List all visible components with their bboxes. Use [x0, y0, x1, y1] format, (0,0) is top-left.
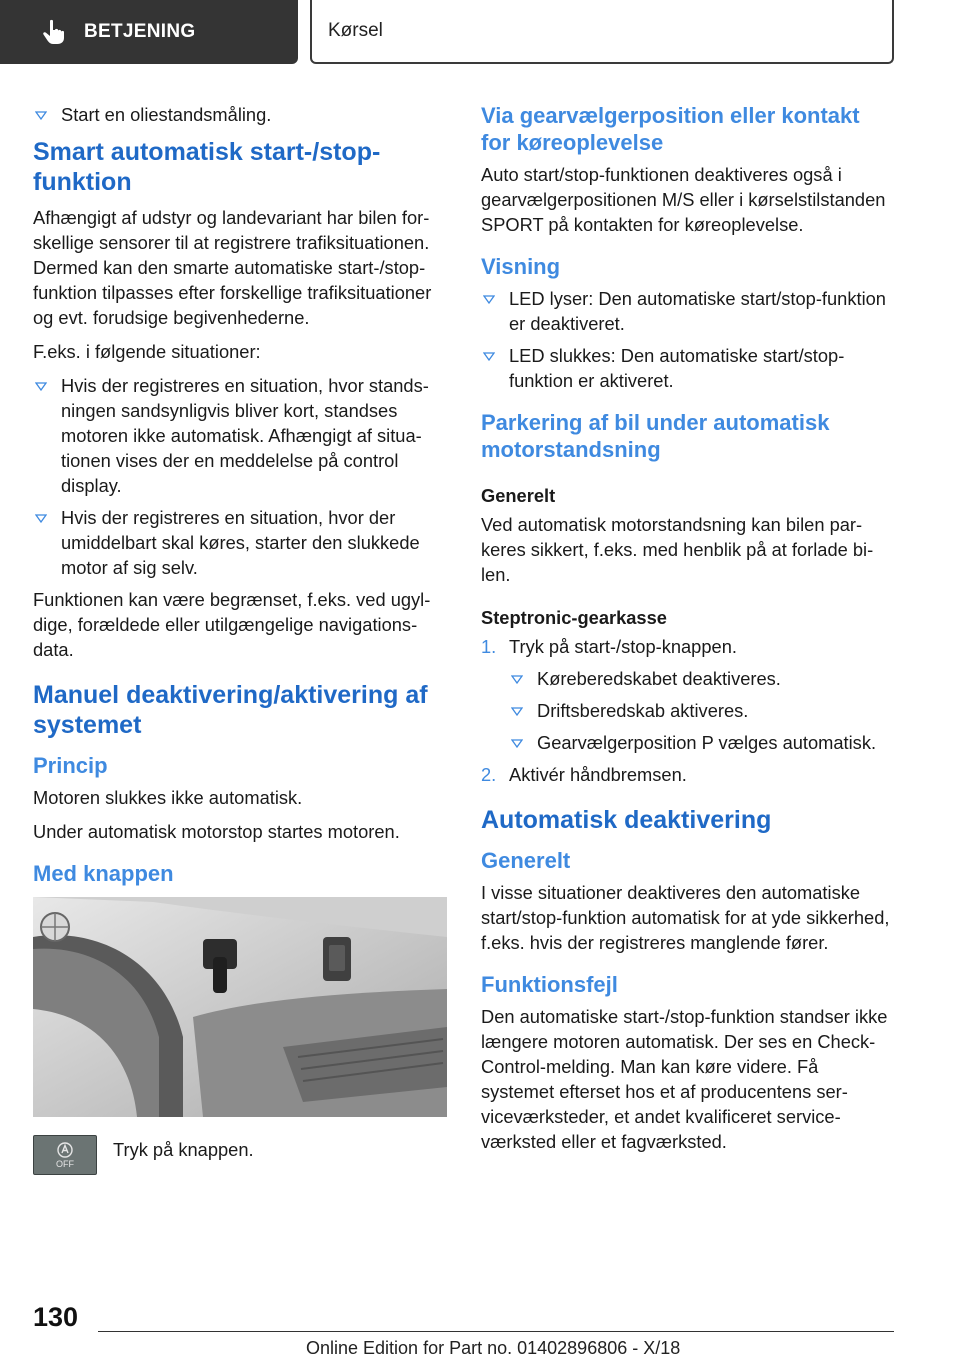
- off-label: OFF: [56, 1159, 74, 1169]
- footer-edition: Online Edition for Part no. 01402896806 - X/18: [306, 1338, 681, 1358]
- paragraph: Afhængigt af udstyr og landevariant har bilen forskellige sensorer til at registrere trafiksituationen. Dermed kan den smarte automatiske start-/stop-funktion tilpasses efter forskellige trafiksituationer og evt. forudsige begivenhederne.: [33, 207, 432, 328]
- triangle-bullet-icon: [483, 295, 495, 304]
- heading-parkering: Parkering af bil under automatisk motorstandsning: [481, 410, 830, 462]
- bullet-item: Hvis der registreres en situation, hvor standsningen sandsynligvis bliver kort, standses motoren ikke automatisk. Afhængigt af situationen vises der en meddelelse på control display.: [33, 373, 447, 498]
- paragraph: Funktionen kan være begrænset, f.eks. ved ugyldige, forældede eller utilgængelige navigationsdata.: [33, 589, 431, 660]
- heading-automatisk-deaktivering: Automatisk deaktivering: [481, 806, 772, 834]
- heading-smart-start-stop: Smart automatisk start-/stop-funktion: [33, 138, 381, 196]
- sub-bullet-item: Gearvælgerposition P vælges automatisk.: [509, 730, 895, 755]
- heading-med-knappen: Med knappen: [33, 861, 174, 886]
- hand-pointer-icon: [42, 19, 66, 45]
- paragraph: Auto start/stop-funktionen deaktiveres også i gearvælgerpositionen M/S eller i kørselstilstanden SPORT på kontakten for køreoplevelse.: [481, 164, 886, 235]
- triangle-bullet-icon: [35, 382, 47, 391]
- left-column: [33, 102, 447, 1175]
- triangle-bullet-icon: [483, 352, 495, 361]
- triangle-bullet-icon: [511, 707, 523, 716]
- numbered-item: 2. Aktivér håndbremsen.: [481, 764, 687, 785]
- numbered-item: 1. Tryk på start-/stop-knappen.: [481, 636, 737, 657]
- heading-visning: Visning: [481, 254, 561, 279]
- auto-start-stop-icon: [56, 1141, 74, 1159]
- bullet-item: LED lyser: Den automatiske start/stop-funktion er deaktiveret.: [481, 286, 895, 336]
- header-section: [310, 0, 894, 64]
- paragraph: Under automatisk motorstop startes motoren.: [33, 821, 400, 842]
- bullet-item: Start en oliestandsmåling.: [33, 102, 447, 127]
- auto-start-stop-off-button-icon: [33, 1135, 97, 1175]
- triangle-bullet-icon: [511, 739, 523, 748]
- button-instruction: [33, 1135, 447, 1175]
- paragraph: F.eks. i følgende situationer:: [33, 341, 261, 362]
- heading-princip: Princip: [33, 753, 108, 778]
- dashboard-photo: [33, 897, 447, 1117]
- header-tab-label: BETJENING: [84, 21, 196, 42]
- paragraph: I visse situationer deaktiveres den automatiske start/stop-funktion automatisk for at yde sikkerhed, f.eks. hvis der registreres manglende fører.: [481, 882, 890, 953]
- paragraph: Motoren slukkes ikke automatisk.: [33, 787, 303, 808]
- subheading-generelt: Generelt: [481, 485, 556, 506]
- heading-manual-deactivation: Manuel deaktivering/aktivering af systemet: [33, 681, 428, 739]
- heading-gear-selector: Via gearvælgerposition eller kontakt for køreoplevelse: [481, 103, 860, 155]
- bullet-item: Hvis der registreres en situation, hvor der umiddelbart skal køres, starter den slukkede motor af sig selv.: [33, 505, 447, 580]
- bullet-item: LED slukkes: Den automatiske start/stop-funktion er aktiveret.: [481, 343, 895, 393]
- section-label: Kørsel: [328, 20, 383, 41]
- triangle-bullet-icon: [35, 111, 47, 120]
- footer-divider: [98, 1331, 894, 1332]
- heading-funktionsfejl: Funktionsfejl: [481, 972, 618, 997]
- page-number: 130: [33, 1302, 79, 1332]
- triangle-bullet-icon: [511, 675, 523, 684]
- paragraph: Den automatiske start-/stop-funktion standser ikke længere motoren automatisk. Der ses en Check-Control-melding. Man kan køre videre. Få systemet efterset hos et af producentens serviceværksteder, et andet kvalificeret serviceværksted eller et fagværksted.: [481, 1006, 888, 1152]
- paragraph: Ved automatisk motorstandsning kan bilen parkeres sikkert, f.eks. med henblik på at forlade bilen.: [481, 514, 874, 585]
- heading-generelt: Generelt: [481, 848, 571, 873]
- sub-bullet-item: Køreberedskabet deaktiveres.: [509, 666, 895, 691]
- right-column: [481, 102, 895, 1163]
- sub-bullet-item: Driftsberedskab aktiveres.: [509, 698, 895, 723]
- subheading-steptronic: Steptronic-gearkasse: [481, 607, 667, 628]
- triangle-bullet-icon: [35, 514, 47, 523]
- header-tab: [0, 0, 298, 64]
- button-caption: Tryk på knappen.: [113, 1139, 254, 1160]
